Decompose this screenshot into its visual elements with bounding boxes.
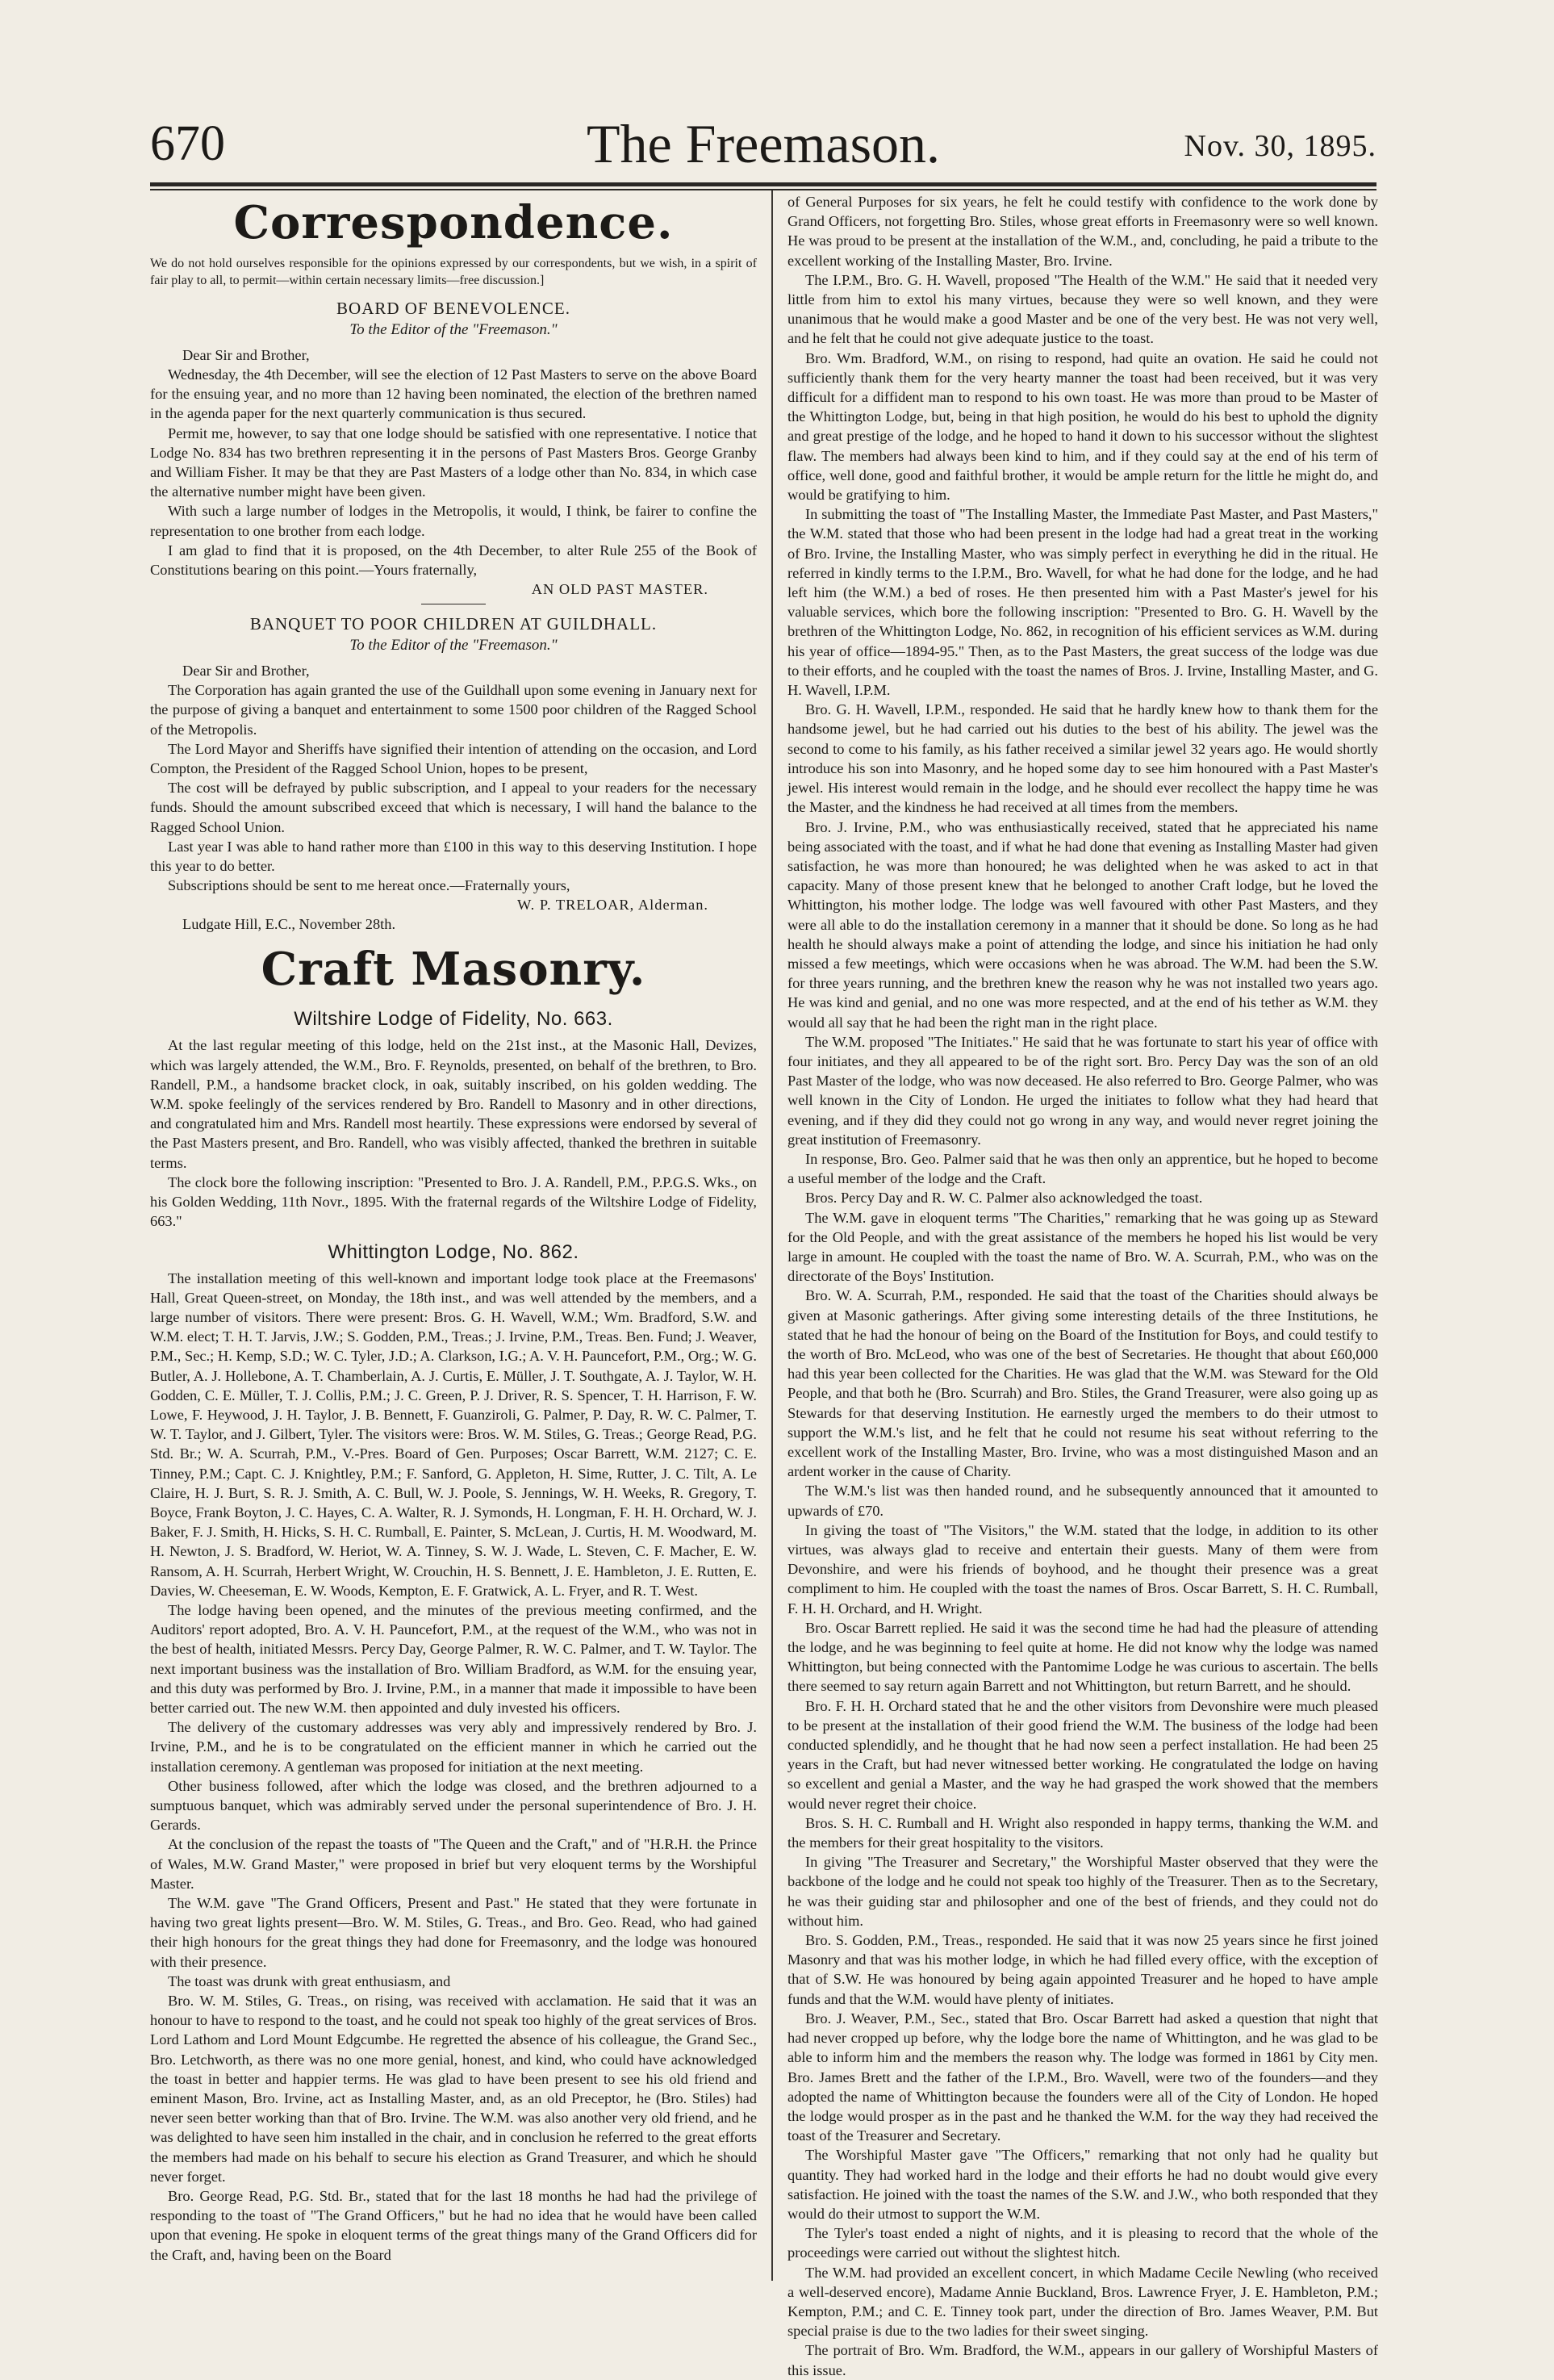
whittington-paragraph: Bro. J. Weaver, P.M., Sec., stated that Bro. Oscar Barrett had asked a question that night that had never cropped up before, why the lodge bore the name of Whittington, and he was glad to be able to inform him and the members the reason why. The lodge was formed in 1861 by City men. Bro. James Brett and the father of the I.P.M., Bro. Wavell, were two of the founders—and they adopted the name of Whittington because the founders were all of the City of London. He hoped the lodge would prosper as in the past and he thanked the W.M. for the way they had received the toast of the Treasurer and Secretary. <box>787 2010 1378 2144</box>
whittington-paragraph: Bros. Percy Day and R. W. C. Palmer also acknowledged the toast. <box>805 1190 1203 1207</box>
whittington-paragraph: The W.M. proposed "The Initiates." He said that he was fortunate to start his year of office with four initiates, and they all appeared to be of the right sort. Bro. Percy Day was the son of an old Past Master of the lodge, who was now deceased. He also referred to Bro. George Palmer, who was well known in the City of London. He urged the initiates to follow what they had heard that evening, and if they did they could not go wrong in any way, and would never regret joining the great institution of Freemasonry. <box>787 1033 1378 1148</box>
letter1-paragraph: I am glad to find that it is proposed, on the 4th December, to alter Rule 255 of the Book of Constitutions bearing on this point.—Yours fraternally, <box>150 542 757 579</box>
whittington-paragraph: Bro. Oscar Barrett replied. He said it was the second time he had had the pleasure of attending the lodge, and he was beginning to feel quite at home. He did not know why the lodge was named Whittington, but being connected with the Pantomime Lodge he was curious to ascertain. The bells there seemed to say return again Barrett and not Whittington, but return Barrett, and he should. <box>787 1619 1378 1695</box>
whittington-paragraph: The delivery of the customary addresses was very ably and impressively rendered by Bro. J. Irvine, P.M., and he is to be congratulated on the efficient manner in which he carried out the installation ceremony. A gentleman was proposed for initiation at the next meeting. <box>150 1719 757 1775</box>
newspaper-title: The Freemason. <box>586 113 941 174</box>
whittington-paragraph: The W.M.'s list was then handed round, and he subsequently announced that it amounted to upwards of £70. <box>787 1483 1378 1519</box>
letter2-signature: W. P. TRELOAR, Alderman. <box>516 897 708 914</box>
page-number: 670 <box>150 116 225 171</box>
wiltshire-lodge-title: Wiltshire Lodge of Fidelity, No. 663. <box>294 1008 613 1031</box>
letter1-paragraph: Wednesday, the 4th December, will see the election of 12 Past Masters to serve on the above Board for the ensuing year, and no more than 12 having been nominated, the election of the brethren named in the agenda paper for the next quarterly communication is thus secured. <box>150 366 757 422</box>
whittington-paragraph: Bro. W. M. Stiles, G. Treas., on rising, was received with acclamation. He said that it was an honour to have to respond to the toast, and he could not speak too highly of the great services of Bros. Lord Lathom and Lord Mount Edgcumbe. He regretted the absence of his colleague, the Grand Sec., Bro. Letchworth, as there was no one more genial, honest, and kind, who could have acknowledged the toast in better and happier terms. He was glad to have been present to see his old friend and eminent Mason, Bro. Irvine, act as Installing Master, and, as an old Preceptor, he (Bro. Stiles) had never seen better working than that of Bro. Irvine. The W.M. was also another very old friend, and he was delighted to have seen him installed in the chair, and in conclusion he referred to the great efforts the members had made on his behalf to secure his election as Grand Treasurer, and which he should never forget. <box>150 1993 757 2185</box>
letter2-paragraph: The Corporation has again granted the use of the Guildhall upon some evening in January next for the purpose of giving a banquet and entertainment to some 1500 poor children of the Ragged School of the Metropolis. <box>150 682 757 738</box>
whittington-paragraph: Bros. S. H. C. Rumball and H. Wright also responded in happy terms, thanking the W.M. and the members for their great hospitality to the visitors. <box>787 1814 1378 1851</box>
whittington-paragraph: In giving the toast of "The Visitors," the W.M. stated that the lodge, in addition to its other virtues, was always glad to receive and entertain their guests. Many of them were from Devonshire, and were his friends of boyhood, and he thought their presence was a great compliment to him. He coupled with the toast the names of Bros. Oscar Barrett, S. H. C. Rumball, F. H. H. Orchard, and H. Wright. <box>787 1521 1378 1617</box>
whittington-paragraph: Bro. S. Godden, P.M., Treas., responded. He said that it was now 25 years since he first joined Masonry and that was his mother lodge, in which he had filled every office, with the exception of that of S.W. He was honoured by being again appointed Treasurer and he hoped to have ample funds and that the W.M. would have plenty of initiates. <box>787 1932 1378 2007</box>
whittington-paragraph: Bro. F. H. H. Orchard stated that he and the other visitors from Devonshire were much pleased to be present at the installation of their good friend the W.M. The business of the lodge had been conducted splendidly, and he thought that he had now seen a perfect installation. He had been 25 years in the Craft, but had never witnessed better working. He congratulated the lodge on having so excellent and genial a Master, and the way he had grasped the work showed that the members would never regret their choice. <box>787 1697 1378 1812</box>
letter1-signature: AN OLD PAST MASTER. <box>531 581 708 598</box>
masthead-rule-thin <box>150 189 1376 190</box>
craft-masonry-heading: Craft Masonry. <box>261 943 646 997</box>
wiltshire-paragraph: The clock bore the following inscription: "Presented to Bro. J. A. Randell, P.M., P.P.G.S. Wks., on his Golden Wedding, 11th Novr., 1895. With the fraternal regards of the Wiltshire Lodge of Fidelity, 663." <box>150 1173 757 1230</box>
whittington-paragraph: Bro. W. A. Scurrah, P.M., responded. He said that the toast of the Charities should always be given at Masonic gatherings. After giving some interesting details of the three Institutions, he stated that he had the honour of being on the Board of the Institution for Boys, and could testify to the worth of Bro. McLeod, who was one of the best of Secretaries. He thought that about £60,000 had this year been collected for the Charities. He was glad that the W.M. was Steward for the Old People, and that both he (Bro. Scurrah) and Bro. Stiles, the Grand Treasurer, were also going up as Stewards for that deserving Institution. He earnestly urged the members to do their utmost to support the W.M.'s list, and he felt that he could not resume his seat without referring to the excellent work of the Installing Master, Bro. Irvine, who was a most distinguished Mason and an ardent worker in the cause of Charity. <box>787 1287 1378 1480</box>
letter1-paragraph: Permit me, however, to say that one lodge should be satisfied with one representative. I notice that Lodge No. 834 has two brethren representing it in the persons of Past Masters Bros. George Granby and William Fisher. It may be that they are Past Masters of a lodge other than No. 834, in which case the alternative number might have been given. <box>150 425 757 500</box>
correspondence-heading: Correspondence. <box>233 196 674 249</box>
whittington-paragraph: Bro. J. Irvine, P.M., who was enthusiastically received, stated that he appreciated his name being associated with the toast, and if what he had done that evening as Installing Master had given satisfaction, he was more than honoured; he was delighted when he was asked to act in that capacity. Many of those present knew that he belonged to another Craft lodge, but he loved the Whittington, his mother lodge. The lodge was well favoured with other Past Masters, and they were all able to do the installation ceremony in a manner that it should be done. So long as he had health he should always make a point of attending the lodge, and since his initiation he had only missed a few meetings, which were occasions when he was abroad. The W.M. had been the S.W. for three years running, and the brethren knew the reason why he was not installed two years ago. He was kind and genial, and no one was more respected, and at the end of his tether as W.M. they would all say that he had been the right man in the right place. <box>787 818 1378 1031</box>
whittington-paragraph: Bro. George Read, P.G. Std. Br., stated that for the last 18 months he had had the privilege of responding to the toast of "The Grand Officers," but he had no idea that he would have been called upon that evening. He spoke in eloquent terms of the great things many of the Grand Officers did for the Craft, and, having been on the Board <box>150 2188 757 2263</box>
letter1-paragraph: With such a large number of lodges in the Metropolis, it would, I think, be fairer to confine the representation to one brother from each lodge. <box>150 503 757 539</box>
whittington-paragraph: Bro. G. H. Wavell, I.P.M., responded. He said that he hardly knew how to thank them for the handsome jewel, but he had carried out his duties to the best of his ability. The jewel was the second to come to his family, as his father received a similar jewel 32 years ago. He would shortly introduce his son into Masonry, and he hoped some day to see him honoured with a Past Master's jewel. His interest would remain in the lodge, and he should ever recollect the happy time he was the Master, and the kindness he had received at all times from the members. <box>787 701 1378 816</box>
whittington-continued-paragraph: of General Purposes for six years, he felt he could testify with confidence to the work done by Grand Officers, not forgetting Bro. Stiles, whose great efforts in Freemasonry were so well known. He was proud to be present at the installation of the W.M., and, concluding, he paid a tribute to the excellent working of the Installing Master, Bro. Irvine. <box>787 194 1378 269</box>
letter2-to-line: To the Editor of the "Freemason." <box>349 637 558 655</box>
letter2-paragraph: Last year I was able to hand rather more than £100 in this way to this deserving Institution. I hope this year to do better. <box>150 838 757 875</box>
whittington-paragraph: The Tyler's toast ended a night of nights, and it is pleasing to record that the whole of the proceedings were carried out without the slightest hitch. <box>787 2225 1378 2261</box>
whittington-paragraph: Bro. Wm. Bradford, W.M., on rising to respond, had quite an ovation. He said he could not sufficiently thank them for the very hearty manner the toast had been received, but it was very difficult for a diffident man to respond to his own toast. He was more than proud to be Master of the Whittington Lodge, but, being in that high position, he would do his best to uphold the dignity and great prestige of the lodge, and he hoped to hand it down to his successor without the slightest flaw. The members had always been kind to him, and if they could say at the end of his term of office, well done, good and faithful brother, it would be ample return for the little he might do, and would be gratifying to him. <box>787 349 1378 504</box>
whittington-paragraph: At the conclusion of the repast the toasts of "The Queen and the Craft," and of "H.R.H. the Prince of Wales, M.W. Grand Master," were proposed in brief but very eloquent terms by the Worshipful Master. <box>150 1836 757 1892</box>
whittington-paragraph: The toast was drunk with great enthusiasm, and <box>168 1972 451 1989</box>
letter2-salutation: Dear Sir and Brother, <box>182 663 310 680</box>
whittington-paragraph: In submitting the toast of "The Installing Master, the Immediate Past Master, and Past Masters," the W.M. stated that those who had been present in the lodge had had a great treat in the working of Bro. Irvine, the Installing Master, who was simply perfect in everything he did in the ritual. He referred in kindly terms to the I.P.M., Bro. Wavell, for what he had done for the lodge, and he had left him (the W.M.) a bed of roses. He then presented him with a Past Master's jewel for his valuable services, which bore the following inscription: "Presented to Bro. G. H. Wavell by the brethren of the Whittington Lodge, No. 862, in recognition of his efficient services as W.M. during his year of office—1894-95." Then, as to the Past Masters, the great success of the lodge was due to their efforts, and he coupled with the toast the names of Bros. J. Irvine, Installing Master, and G. H. Wavell, I.P.M. <box>787 506 1378 699</box>
whittington-paragraph: The Worshipful Master gave "The Officers," remarking that not only had he quality but quantity. They had worked hard in the lodge and their efforts he had no doubt would give every satisfaction. He joined with the toast the names of the S.W. and J.W., who both responded that they would do their utmost to support the W.M. <box>787 2147 1378 2222</box>
whittington-paragraph: The W.M. had provided an excellent concert, in which Madame Cecile Newling (who received a well-deserved encore), Madame Annie Buckland, Bros. Lawrence Fryer, J. E. Hambleton, P.M.; Kempton, P.M.; and C. E. Tinney took part, under the direction of Bro. James Weaver, P.M. But special praise is due to the two ladies for their sweet singing. <box>787 2264 1378 2340</box>
letter1-title: BOARD OF BENEVOLENCE. <box>336 299 570 318</box>
letter2-paragraph: The cost will be defrayed by public subscription, and I appeal to your readers for the necessary funds. Should the amount subscribed exceed that which is necessary, I will hand the balance to the Ragged School Union. <box>150 780 757 835</box>
masthead-rule-thick <box>150 182 1376 186</box>
whittington-paragraph: Other business followed, after which the lodge was closed, and the brethren adjourned to a sumptuous banquet, which was admirably served under the personal superintendence of Bro. J. H. Gerards. <box>150 1777 757 1834</box>
letter2-address: Ludgate Hill, E.C., November 28th. <box>182 916 396 933</box>
letter2-paragraph: The Lord Mayor and Sheriffs have signified their intention of attending on the occasion, and Lord Compton, the President of the Ragged School Union, hopes to be present, <box>150 740 757 777</box>
left-column <box>150 192 757 2282</box>
whittington-paragraph: The installation meeting of this well-known and important lodge took place at the Freemasons' Hall, Great Queen-street, on Monday, the 18th inst., and was well attended by the members, and a large number of visitors. There were present: Bros. G. H. Wavell, W.M.; Wm. Bradford, S.W. and W.M. elect; T. H. T. Jarvis, J.W.; S. Godden, P.M., Treas.; J. Irvine, P.M., Treas. Ben. Fund; J. Weaver, P.M., Sec.; H. Kemp, S.D.; W. C. Tyler, J.D.; A. Clarkson, I.G.; A. V. H. Pauncefort, P.M., Org.; W. G. Butler, A. J. Hollebone, A. T. Chamberlain, A. J. Curtis, E. Müller, J. T. Southgate, A. J. Taylor, W. H. Godden, C. E. Müller, T. J. Collis, P.M.; J. C. Green, P. J. Driver, R. S. Spencer, T. H. Harrison, F. W. Lowe, F. Heywood, J. H. Taylor, J. B. Bennett, F. Guanziroli, G. Palmer, P. Day, R. W. C. Palmer, T. W. T. Taylor, and J. Gilbert, Tyler. The visitors were: Bros. W. M. Stiles, G. Treas.; George Read, P.G. Std. Br.; W. A. Scurrah, P.M., V.-Pres. Board of Gen. Purposes; Oscar Barrett, W.M. 2127; C. E. Tinney, P.M.; Capt. C. J. Knightley, P.M.; F. Sanford, G. Appleton, H. Sime, Rutter, J. C. Tilt, A. Le Claire, H. J. Burt, S. R. J. Smith, A. C. Bull, W. J. Poole, S. Jennings, W. H. Weeks, R. Gregory, T. Boyce, Frank Boyton, J. C. Hayes, C. A. Walter, R. J. Symonds, H. Longman, F. H. H. Orchard, W. J. Baker, F. J. Smith, H. Hicks, S. H. C. Rumball, E. Painter, S. McLean, J. Curtis, H. M. Woodward, M. H. Newton, J. S. Bradford, W. Heriot, W. A. Tinney, S. W. J. Wade, L. Steven, C. F. Macher, E. W. Ransom, A. H. Scurrah, Herbert Wright, W. Crouchin, H. S. Bennett, J. E. Hambleton, J. E. Rutten, E. Davies, W. Cheeseman, E. W. Woods, Kempton, E. F. Gratwick, A. L. Fryer, and R. T. West. <box>150 1269 757 1599</box>
whittington-lodge-title: Whittington Lodge, No. 862. <box>328 1240 579 1263</box>
masthead <box>150 113 1376 178</box>
whittington-paragraph: In giving "The Treasurer and Secretary," the Worshipful Master observed that they were the backbone of the lodge and he could not speak too highly of the Treasurer. Then as to the Secretary, he was their guiding star and philosopher and one of the best of friends, and they could not do without him. <box>787 1854 1378 1929</box>
whittington-paragraph: The portrait of Bro. Wm. Bradford, the W.M., appears in our gallery of Worshipful Masters of this issue. <box>787 2342 1378 2378</box>
letter1-salutation: Dear Sir and Brother, <box>182 347 310 363</box>
editorial-note: We do not hold ourselves responsible for the opinions expressed by our correspondents, but we wish, in a spirit of fair play to all, to permit—within certain necessary limits—free discussion.] <box>150 257 757 287</box>
whittington-paragraph: The lodge having been opened, and the minutes of the previous meeting confirmed, and the Auditors' report adopted, Bro. A. V. H. Pauncefort, P.M., at the request of the W.M., who was not in the best of health, initiated Messrs. Percy Day, George Palmer, R. W. C. Palmer, and T. W. Taylor. The next important business was the installation of Bro. William Bradford, as W.M. for the ensuing year, and this duty was performed by Bro. J. Irvine, P.M., in a manner that made it impossible to have been better carried out. The new W.M. then appointed and duly invested his officers. <box>150 1601 757 1716</box>
whittington-paragraph: The W.M. gave "The Grand Officers, Present and Past." He stated that they were fortunate in having two great lights present—Bro. W. M. Stiles, G. Treas., and Bro. Geo. Read, who had gained their high honours for the great things they had done for Freemasonry, and the lodge was honoured with their presence. <box>150 1895 757 1970</box>
whittington-paragraph: The I.P.M., Bro. G. H. Wavell, proposed "The Health of the W.M." He said that it needed very little from him to extol his many virtues, because they were so well known, and they were unanimous that he would make a good Master and be one of the very best. He was not very well, and he felt that he could not give adequate justice to the toast. <box>787 271 1378 347</box>
column-divider <box>771 190 773 2281</box>
right-column <box>787 192 1378 2378</box>
letter2-paragraph: Subscriptions should be sent to me hereat once.—Fraternally yours, <box>168 877 570 894</box>
issue-date: Nov. 30, 1895. <box>1184 129 1376 163</box>
letter1-to-line: To the Editor of the "Freemason." <box>349 321 558 338</box>
letter2-title: BANQUET TO POOR CHILDREN AT GUILDHALL. <box>249 614 658 634</box>
wiltshire-paragraph: At the last regular meeting of this lodge, held on the 21st inst., at the Masonic Hall, Devizes, which was largely attended, the W.M., Bro. F. Reynolds, presented, on behalf of the brethren, to Bro. Randell, P.M., a handsome bracket clock, in oak, suitably inscribed, on his golden wedding. The W.M. spoke feelingly of the services rendered by Bro. Randell to Masonry and in other directions, and congratulated him and Mrs. Randell most heartily. These expressions were endorsed by several of the Past Masters present, and Bro. Randell, who was visibly affected, thanked the brethren in suitable terms. <box>150 1037 757 1171</box>
whittington-paragraph: The W.M. gave in eloquent terms "The Charities," remarking that he was going up as Steward for the Old People, and with the great assistance of the members he hoped his list would be very large in amount. He coupled with the toast the name of Bro. W. A. Scurrah, P.M., who was on the directorate of the Boys' Institution. <box>787 1209 1378 1285</box>
whittington-paragraph: In response, Bro. Geo. Palmer said that he was then only an apprentice, but he hoped to become a useful member of the lodge and the Craft. <box>787 1150 1378 1187</box>
